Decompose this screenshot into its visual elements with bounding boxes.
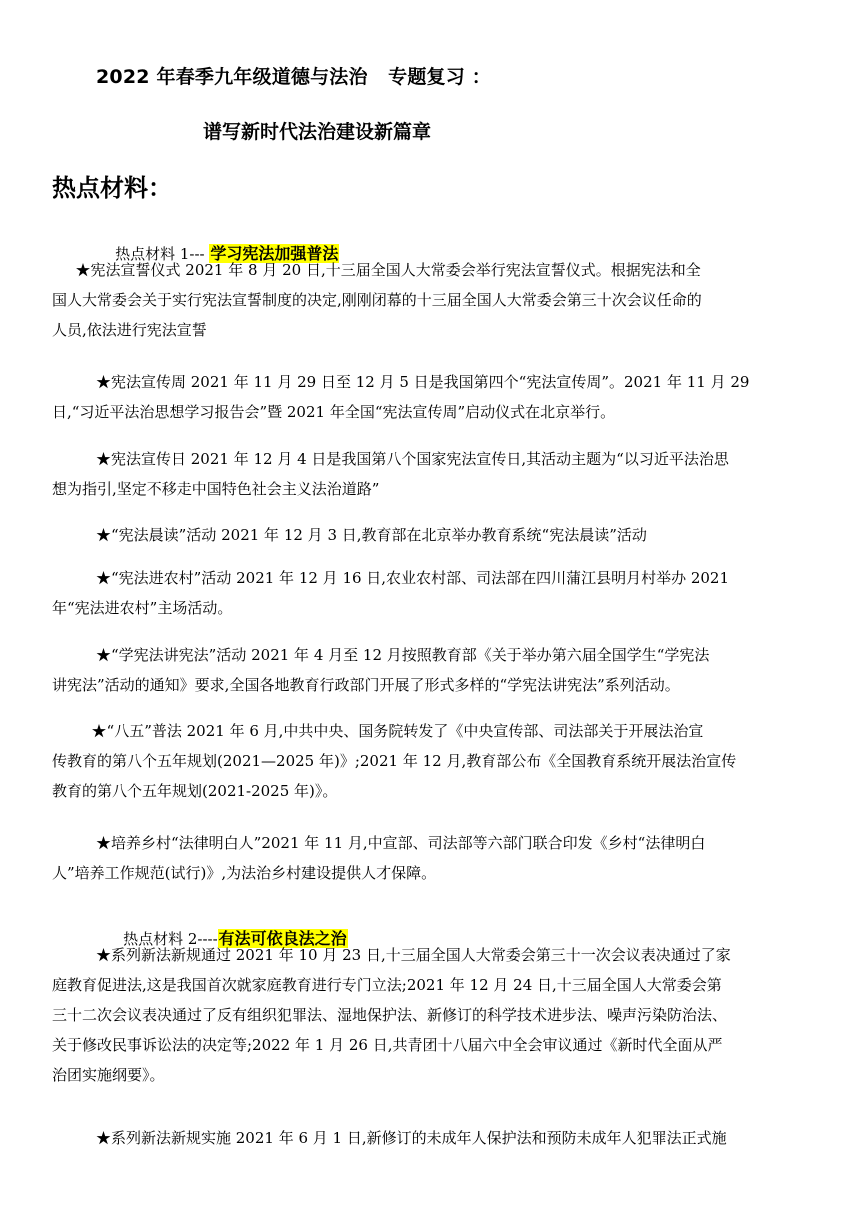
text-line: 人”培养工作规范(试行)》,为法治乡村建设提供人才保障。 [52, 864, 437, 882]
text-line: ★培养乡村“法律明白人”2021 年 11 月,中宣部、司法部等六部门联合印发《乡村“法律明白 [96, 834, 706, 852]
section-highlight: 学习宪法加强普法 [210, 244, 339, 263]
text-line: ★“宪法进农村”活动 2021 年 12 月 16 日,农业农村部、司法部在四川蒲江县明月村举办 2021 [96, 569, 730, 587]
paragraph [52, 444, 808, 504]
section-prefix: 热点材料 1--- [115, 245, 210, 263]
text-line: ★宪法宣誓仪式 2021 年 8 月 20 日,十三届全国人大常委会举行宪法宣誓仪式。根据宪法和全 [66, 261, 701, 279]
paragraph [52, 1123, 808, 1153]
paragraph [52, 828, 808, 888]
paragraph [52, 563, 808, 623]
text-line: ★“学宪法讲宪法”活动 2021 年 4 月至 12 月按照教育部《关于举办第六届全国学生“学宪法 [96, 646, 710, 664]
paragraph [52, 716, 808, 806]
text-line: 人员,依法进行宪法宣誓 [52, 321, 207, 339]
text-line: ★“八五”普法 2021 年 6 月,中共中央、国务院转发了《中央宣传部、司法部关于开展法治宣 [82, 722, 704, 740]
text-line: 传教育的第八个五年规划(2021—2025 年)》;2021 年 12 月,教育部公布《全国教育系统开展法治宣传 [52, 752, 737, 770]
text-line: 关于修改民事诉讼法的决定等;2022 年 1 月 26 日,共青团十八届六中全会审议通过《新时代全面从严 [52, 1036, 723, 1054]
text-line: ★系列新法新规通过 2021 年 10 月 23 日,十三届全国人大常委会第三十一次会议表决通过了家 [96, 946, 731, 964]
text-line: 治团实施纲要》。 [52, 1066, 165, 1084]
text-line: 日,“习近平法治思想学习报告会”暨 2021 年全国“宪法宣传周”启动仪式在北京举行。 [52, 403, 616, 421]
text-line: ★“宪法晨读”活动 2021 年 12 月 3 日,教育部在北京举办教育系统“宪法晨读”活动 [96, 526, 647, 544]
text-line: 想为指引,坚定不移走中国特色社会主义法治道路” [52, 480, 380, 498]
document-title-line2: 谱写新时代法治建设新篇章 [203, 121, 432, 143]
section-highlight: 有法可依良法之治 [218, 929, 347, 948]
document-title-line1: 2022 年春季九年级道德与法治 专题复习 ： [96, 66, 491, 88]
hot-materials-heading: 热点材料： [52, 174, 172, 202]
paragraph [52, 367, 808, 427]
paragraph [52, 520, 808, 550]
text-line: 年“宪法进农村”主场活动。 [52, 599, 233, 617]
paragraph [52, 940, 808, 1090]
text-line: 教育的第八个五年规划(2021-2025 年)》。 [52, 782, 338, 800]
text-line: 三十二次会议表决通过了反有组织犯罪法、湿地保护法、新修订的科学技术进步法、噪声污染防治法、 [52, 1006, 728, 1024]
text-line: 庭教育促进法,这是我国首次就家庭教育进行专门立法;2021 年 12 月 24 日,十三届全国人大常委会第 [52, 976, 722, 994]
section-prefix: 热点材料 2---- [123, 930, 218, 948]
paragraph [52, 640, 808, 700]
text-line: ★系列新法新规实施 2021 年 6 月 1 日,新修订的未成年人保护法和预防未成年人犯罪法正式施 [96, 1129, 727, 1147]
text-line: ★宪法宣传周 2021 年 11 月 29 日至 12 月 5 日是我国第四个“宪法宣传周”。2021 年 11 月 29 [96, 373, 750, 391]
text-line: ★宪法宣传日 2021 年 12 月 4 日是我国第八个国家宪法宣传日,其活动主题为“以习近平法治思 [96, 450, 729, 468]
text-line: 讲宪法”活动的通知》要求,全国各地教育行政部门开展了形式多样的“学宪法讲宪法”系列活动。 [52, 676, 680, 694]
text-line: 国人大常委会关于实行宪法宣誓制度的决定,刚刚闭幕的十三届全国人大常委会第三十次会议任命的 [52, 291, 702, 309]
paragraph [52, 255, 808, 345]
